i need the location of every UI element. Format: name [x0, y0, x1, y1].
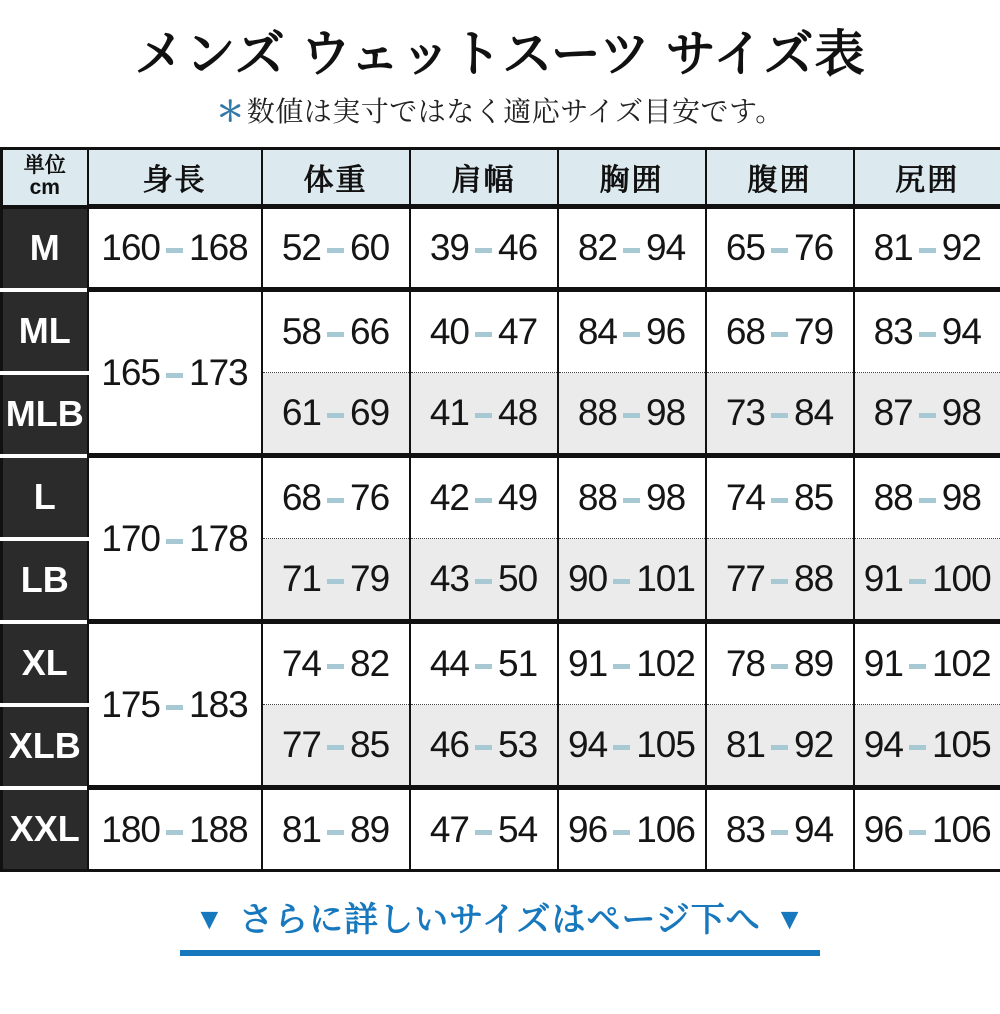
size-row-ML	[2, 290, 1000, 373]
range-dash-icon	[613, 830, 630, 835]
chest-cell-LB: 90 101	[558, 539, 706, 622]
size-row-M	[2, 207, 1000, 290]
size-label-XL: XL	[2, 622, 88, 705]
range-dash-icon	[623, 332, 640, 337]
size-row-L	[2, 456, 1000, 539]
chest-cell-L: 88 98	[558, 456, 706, 539]
range-dash-icon	[475, 664, 492, 669]
waist-cell-M: 65 76	[706, 207, 854, 290]
range-dash-icon	[327, 745, 344, 750]
range-dash-icon	[613, 664, 630, 669]
height-cell-XL: 175 183	[88, 622, 262, 788]
hip-cell-XLB: 94 105	[854, 705, 1000, 788]
chest-cell-M: 82 94	[558, 207, 706, 290]
hip-cell-LB: 91 100	[854, 539, 1000, 622]
weight-cell-M: 52 60	[262, 207, 410, 290]
chest-cell-XLB: 94 105	[558, 705, 706, 788]
shoulder-cell-XL: 44 51	[410, 622, 558, 705]
chest-cell-ML: 84 96	[558, 290, 706, 373]
down-arrow-icon: ▼	[194, 903, 225, 936]
range-dash-icon	[327, 413, 344, 418]
range-dash-icon	[771, 830, 788, 835]
chest-cell-MLB: 88 98	[558, 373, 706, 456]
shoulder-cell-XXL: 47 54	[410, 788, 558, 871]
height-cell-M: 160 168	[88, 207, 262, 290]
chest-cell-XXL: 96 106	[558, 788, 706, 871]
range-dash-icon	[919, 413, 936, 418]
asterisk-icon: ＊	[216, 96, 245, 127]
range-dash-icon	[909, 830, 926, 835]
waist-cell-XXL: 83 94	[706, 788, 854, 871]
weight-cell-XXL: 81 89	[262, 788, 410, 871]
size-label-L: L	[2, 456, 88, 539]
range-dash-icon	[166, 539, 183, 544]
hip-cell-L: 88 98	[854, 456, 1000, 539]
column-header-weight: 体重	[262, 149, 410, 207]
range-dash-icon	[475, 579, 492, 584]
hip-cell-M: 81 92	[854, 207, 1000, 290]
column-header-hip: 尻囲	[854, 149, 1000, 207]
range-dash-icon	[475, 332, 492, 337]
column-header-waist: 腹囲	[706, 149, 854, 207]
range-dash-icon	[771, 498, 788, 503]
weight-cell-XLB: 77 85	[262, 705, 410, 788]
size-label-LB: LB	[2, 539, 88, 622]
range-dash-icon	[166, 705, 183, 710]
range-dash-icon	[475, 248, 492, 253]
height-cell-ML: 165 173	[88, 290, 262, 456]
size-label-M: M	[2, 207, 88, 290]
hip-cell-XXL: 96 106	[854, 788, 1000, 871]
weight-cell-LB: 71 79	[262, 539, 410, 622]
weight-cell-MLB: 61 69	[262, 373, 410, 456]
column-header-shoulder: 肩幅	[410, 149, 558, 207]
column-header-height: 身長	[88, 149, 262, 207]
note	[0, 90, 1000, 130]
range-dash-icon	[613, 579, 630, 584]
range-dash-icon	[919, 248, 936, 253]
size-row-XL	[2, 622, 1000, 705]
size-label-ML: ML	[2, 290, 88, 373]
down-arrow-icon: ▼	[775, 903, 806, 936]
size-row-XXL	[2, 788, 1000, 871]
waist-cell-LB: 77 88	[706, 539, 854, 622]
weight-cell-L: 68 76	[262, 456, 410, 539]
range-dash-icon	[771, 248, 788, 253]
weight-cell-ML: 58 66	[262, 290, 410, 373]
range-dash-icon	[327, 830, 344, 835]
range-dash-icon	[771, 332, 788, 337]
range-dash-icon	[919, 498, 936, 503]
range-dash-icon	[771, 664, 788, 669]
shoulder-cell-M: 39 46	[410, 207, 558, 290]
shoulder-cell-ML: 40 47	[410, 290, 558, 373]
page-title: メンズ ウェットスーツ サイズ表	[0, 14, 1000, 86]
range-dash-icon	[909, 745, 926, 750]
shoulder-cell-XLB: 46 53	[410, 705, 558, 788]
waist-cell-XL: 78 89	[706, 622, 854, 705]
range-dash-icon	[909, 579, 926, 584]
footer-label: さらに詳しいサイズはページ下へ	[239, 901, 761, 939]
range-dash-icon	[166, 248, 183, 253]
range-dash-icon	[475, 498, 492, 503]
range-dash-icon	[327, 332, 344, 337]
waist-cell-L: 74 85	[706, 456, 854, 539]
range-dash-icon	[909, 664, 926, 669]
range-dash-icon	[623, 498, 640, 503]
range-dash-icon	[475, 413, 492, 418]
range-dash-icon	[475, 745, 492, 750]
waist-cell-MLB: 73 84	[706, 373, 854, 456]
range-dash-icon	[166, 830, 183, 835]
shoulder-cell-MLB: 41 48	[410, 373, 558, 456]
weight-cell-XL: 74 82	[262, 622, 410, 705]
range-dash-icon	[475, 830, 492, 835]
size-label-XXL: XXL	[2, 788, 88, 871]
note-text: 数値は実寸ではなく適応サイズ目安です。	[247, 96, 784, 127]
height-cell-L: 170 178	[88, 456, 262, 622]
range-dash-icon	[623, 413, 640, 418]
unit-label: 単位	[3, 155, 87, 177]
footer-link[interactable]	[180, 892, 819, 956]
range-dash-icon	[327, 498, 344, 503]
range-dash-icon	[771, 579, 788, 584]
range-dash-icon	[327, 579, 344, 584]
range-dash-icon	[771, 413, 788, 418]
range-dash-icon	[613, 745, 630, 750]
size-label-XLB: XLB	[2, 705, 88, 788]
height-cell-XXL: 180 188	[88, 788, 262, 871]
hip-cell-ML: 83 94	[854, 290, 1000, 373]
unit-header-cell	[2, 149, 88, 207]
hip-cell-MLB: 87 98	[854, 373, 1000, 456]
size-label-MLB: MLB	[2, 373, 88, 456]
unit-value: cm	[3, 177, 87, 199]
chest-cell-XL: 91 102	[558, 622, 706, 705]
shoulder-cell-L: 42 49	[410, 456, 558, 539]
range-dash-icon	[771, 745, 788, 750]
waist-cell-XLB: 81 92	[706, 705, 854, 788]
range-dash-icon	[327, 664, 344, 669]
range-dash-icon	[919, 332, 936, 337]
size-table	[0, 147, 1000, 872]
waist-cell-ML: 68 79	[706, 290, 854, 373]
column-header-chest: 胸囲	[558, 149, 706, 207]
header-row	[2, 149, 1000, 207]
hip-cell-XL: 91 102	[854, 622, 1000, 705]
range-dash-icon	[623, 248, 640, 253]
shoulder-cell-LB: 43 50	[410, 539, 558, 622]
range-dash-icon	[327, 248, 344, 253]
range-dash-icon	[166, 373, 183, 378]
